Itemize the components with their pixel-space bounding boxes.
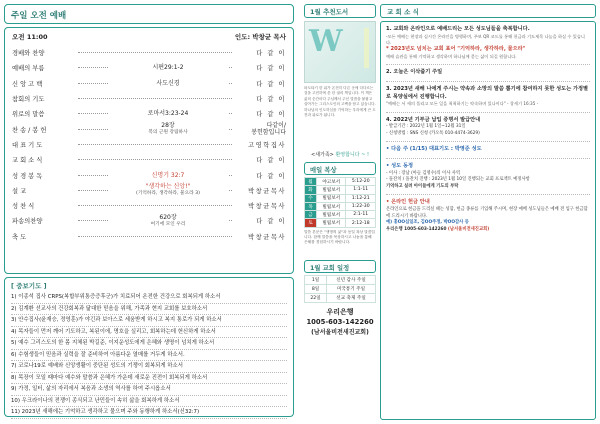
order-row [12, 198, 286, 213]
bible-verse: 5:12-20 [346, 178, 376, 186]
order-item-name: 설 교 [12, 187, 27, 195]
bank-name: 우리은행 [326, 307, 354, 316]
news-item-6-red: 기억하고 실려 아이들에게 기도의 부탁 [386, 183, 459, 189]
order-row [12, 91, 286, 106]
book-column [304, 4, 376, 336]
book-spine [364, 28, 369, 68]
prayer-item: 7) 코로나19로 예배와 신앙생활이 중단된 성도의 기쟁이 회복되게 하소서 [11, 361, 287, 373]
right-page [304, 4, 596, 420]
news-item-1-sub: -모든 예배는 현장과 실시간 온라인을 병행하며, 주보 QR 코드를 통해 헌금과 기도제목 나눔을 하실 수 있습니다. [386, 33, 585, 45]
order-item-detail: 620장 여기에 모인 우리 [108, 214, 228, 228]
news-item-4-sub1: - 발급기간 : 2022년 1월 1일~12월 31일 [386, 124, 466, 130]
bible-row [305, 186, 376, 194]
new-family-tag: <새가족> 환영합니다 ~ ! [311, 152, 369, 158]
divider [386, 112, 590, 113]
order-rows [12, 45, 286, 244]
prayer-item: 6) 수험생들이 믿음과 실력을 잘 준비하여 아름다운 열매를 거두게 하소서. [11, 350, 287, 362]
leader-dots [78, 52, 232, 53]
bible-day: 월 [305, 178, 317, 186]
order-item-detail: 사도신경 [108, 80, 228, 87]
book-description: 파도타기 한 위가 온전히 다른 곳에 다다르는 것을 고민하며 쓴 한 권의 책입니다. 이 책은 삶의 순간마다 주님께서 주신 말씀을 붙잡고 살아가는 그리스도인의 고백을 담고 있습니다. 하나님의 인도하심을 기억하는 우리에게 큰 도전과 위로가 됩니다. [304, 86, 376, 118]
news-item-7-example: 예) 홍OO십일조, 김OO주정, 박OO감사 등 [386, 220, 469, 226]
leader-dots [78, 205, 232, 206]
book-cover-image [304, 21, 376, 83]
schedule-event: 미국통기 주일 [327, 284, 376, 293]
order-row [12, 106, 286, 121]
news-item-7-bank: 우리은행 1005-603-142260 (남서울비전새진교회) [386, 226, 490, 232]
prayer-item: 2) 김계환 선교사의 건강회복과 닮대한 믿음을 위해, 가족과 현지 교회를 보호하소서 [11, 304, 287, 316]
bible-row [305, 178, 376, 186]
bible-verse: 1:22-30 [346, 202, 376, 210]
news-item-3: 3. 2023년 새해 나에게 주시는 약속과 소망의 말씀 뽑기에 참여하지 못한 성도는 가정별로 목양실에서 진행합니다. [386, 86, 589, 100]
schedule-title: 1월 교회 일정 [304, 260, 376, 273]
bible-row [305, 202, 376, 210]
left-page [4, 4, 294, 420]
leader-dots [78, 98, 232, 99]
worship-order [4, 27, 294, 274]
order-item-name: 경배와 찬양 [12, 50, 45, 58]
prayer-item: 8) 목장이 모일 때마다 예수와 말씀과 은혜가 가운데 새로운 진전이 회복되게 하소서 [11, 373, 287, 385]
news-title: 교 회 소 식 [380, 4, 596, 18]
news-item-7: • 온라인 헌금 안내 [386, 199, 430, 206]
order-item-person: 다 같 이 [256, 218, 286, 226]
worship-leader: 인도: 박창균 목사 [234, 33, 286, 41]
leader-dots [78, 144, 232, 145]
bible-book: 야고보서 [317, 178, 346, 186]
schedule-event: 신년 감사 주일 [327, 275, 376, 284]
divider [386, 158, 590, 159]
news-item-6-sub1: - 이사 : 장남 (아들 김영수)의 이사 사역 [386, 170, 461, 176]
bible-day: 토 [305, 219, 317, 227]
news-item-4-sub2: - 신청방법 : SNS 신청 (카오톡 010-4474-3629) [386, 130, 480, 136]
prayer-item: 1) 이종석 집사 CRPS(복합부위통증증후군)가 치료되어 온전한 건강으로 회복되게 하소서 [11, 292, 287, 304]
order-item-name: 신 앙 고 백 [12, 80, 43, 88]
prayer-item: 11) 2023년 새해에는 기억하고 생각하고 물으며 주와 동행하게 하소서(신32:7) [11, 407, 287, 419]
order-item-person: 다 같 이 [256, 80, 286, 88]
order-item-detail: "생각하는 신앙!" (기억하라, 생각하라, 물으라 3) [108, 183, 228, 197]
order-item-detail: 28장 복의 근원 강림하사 [108, 122, 228, 136]
bank-account: 1005-603-142260 [306, 317, 374, 326]
news-item-4: 4. 2022년 기부금 납입 증명서 발급안내 [386, 116, 481, 123]
order-item-name: 위로의 말씀 [12, 111, 45, 119]
order-item-person: 박창균목사 [248, 233, 286, 241]
order-item-person: 박창균목사 [248, 203, 286, 211]
news-item-6: • 성도 동정 [386, 162, 413, 169]
order-row [12, 76, 286, 91]
news-item-2: 2. 오늘은 이삭줍기 주일 [386, 69, 443, 76]
order-row [12, 60, 286, 75]
order-item-person: 다 같 이 [256, 111, 286, 119]
order-item-person: 다 같 이 [256, 96, 286, 104]
schedule-row [305, 284, 376, 293]
news-item-1: 1. 교회와 온라인으로 예배드리는 모든 성도님들을 축복합니다. [386, 26, 530, 32]
news-item-1-motto: * 2023년도 넘치는 교회 표어 "기억하라, 생각하라, 물으라" [386, 46, 526, 53]
divider [386, 194, 590, 195]
order-item-name: 파송의찬양 [12, 218, 43, 226]
bible-row [305, 211, 376, 219]
order-row [12, 137, 286, 152]
news-item-7-sub: 온라인으로 헌금을 드리실 때는 성함, 헌금 종류를 기입해 주시며, 현장 예배 성도님들은 예배 전 입구 헌금함에 드리시기 바랍니다. [386, 206, 588, 219]
order-item-person: 다 같 이 [256, 65, 286, 73]
schedule-event: 선교 축제 주일 [327, 293, 376, 302]
schedule-date: 1일 [305, 275, 327, 284]
bank-info [304, 307, 376, 336]
order-item-name: 대 표 기 도 [12, 141, 43, 149]
order-row [12, 167, 286, 182]
bible-verse: 2:1-11 [346, 211, 376, 219]
order-row [12, 121, 286, 136]
news-item-1-motto-sub: 예배 습관을 통해 기억하고 생각하며 하나님께 묻는 삶이 되길 원합니다. [386, 54, 517, 59]
bible-verse: 2:12-18 [346, 219, 376, 227]
leader-dots [78, 236, 232, 237]
prayer-box [4, 277, 294, 417]
bible-book: 빌립보서 [317, 219, 346, 227]
bible-row [305, 219, 376, 227]
divider [386, 141, 590, 142]
order-item-name: 참회의 기도 [12, 96, 45, 104]
divider [386, 64, 590, 65]
bible-book: 빌립보서 [317, 202, 346, 210]
bible-verse: 1:12-21 [346, 194, 376, 202]
divider [386, 81, 590, 82]
order-row [12, 152, 286, 167]
order-item-name: 찬 송 / 봉 헌 [12, 126, 47, 134]
prayer-item: 10) 우크라이나의 전쟁이 종식되고 난민들이 속히 삶을 회복하게 하소서 [11, 396, 287, 408]
prayer-title: [ 중보기도 ] [11, 282, 47, 290]
order-row [12, 45, 286, 60]
bible-verse: 1:1-11 [346, 186, 376, 194]
news-item-6-sub2: - 돌잔치 / 돌잔치 진행 : 2023년 1월 10일 진행되는 교회 프로젝트 예정사항 [386, 177, 530, 183]
book-cover-mark: W [309, 24, 337, 59]
worship-time: 오전 11:00 [12, 33, 48, 41]
bible-book: 빌립보서 [317, 194, 346, 202]
order-item-name: 성 찬 식 [12, 203, 35, 211]
news-item-3-sub: "예배는 서 세의 풀리고 모든 일을 척척하기는 약속하며 있나이다" - 창세기 16:35 - [386, 101, 539, 107]
order-item-name: 예배의 부름 [12, 65, 45, 73]
schedule-table [304, 275, 376, 303]
order-item-person: 박창균목사 [248, 187, 286, 195]
bible-book: 빌립보서 [317, 211, 346, 219]
order-item-person: 다 같 이 [256, 172, 286, 180]
order-item-detail: 신명기 32:7 [108, 172, 228, 179]
bible-day: 화 [305, 186, 317, 194]
bible-day: 목 [305, 202, 317, 210]
order-row [12, 213, 286, 228]
prayer-item: 5) 예수 그리스도의 한 몸 지체된 박길준, 이지운성도에게 은혜와 생명이 넘치게 하소서 [11, 338, 287, 350]
worship-header [12, 32, 286, 41]
news-item-5: • 다음 주 (1/15) 대표기도 : 박영준 성도 [386, 146, 482, 153]
prayer-item: 4) 목자들이 먼저 깨어 기도하고, 복된이에, 명호을 실리고, 회복하는데 헌신하게 하소서 [11, 327, 287, 339]
prayer-item: 3) 안수집사(윤재승, 정영훈)가 야긴과 보아스로 세움받게 하시고 복지 통로가 되게 하소서 [11, 315, 287, 327]
book-title: 1월 추천도서 [304, 4, 376, 18]
schedule-date: 22일 [305, 293, 327, 302]
order-item-person: 다같이/ 봉헌함입니다 [251, 122, 286, 137]
prayer-item: 9) 가정, 일터, 삶의 자리에서 복음과 소생의 역사를 하여 주시옵소서 [11, 384, 287, 396]
prayer-list [11, 292, 287, 419]
order-item-detail: 시편29:1-2 [108, 64, 228, 71]
order-item-person: 고영학집사 [248, 141, 286, 149]
order-item-name: 성 경 봉 독 [12, 172, 43, 180]
bible-day: 수 [305, 194, 317, 202]
leader-dots [78, 159, 232, 160]
bible-table [304, 177, 376, 228]
order-row [12, 229, 286, 244]
bible-title: 매일 복상 [304, 162, 376, 175]
bank-holder: (남서울비전새진교회) [311, 328, 369, 336]
order-row [12, 183, 286, 198]
bible-day: 금 [305, 211, 317, 219]
schedule-date: 8일 [305, 284, 327, 293]
bible-row [305, 194, 376, 202]
order-item-detail: 로마서3:23-24 [108, 110, 228, 117]
bible-book: 빌립보서 [317, 186, 346, 194]
news-column [380, 4, 596, 420]
schedule-row [305, 293, 376, 302]
order-item-person: 다 같 이 [256, 157, 286, 165]
news-body [380, 21, 596, 420]
bible-note: 말씀 본문은 "생명의 삶"과 동일 복상 말씀입니다. 함께 말씀을 묵상하시고 나눔을 통해 은혜를 경험하시기 바랍니다. [304, 229, 375, 245]
order-item-name: 축 도 [12, 233, 27, 241]
schedule-row [305, 275, 376, 284]
worship-title: 주일 오전 예배 [4, 4, 294, 24]
order-item-person: 다 같 이 [256, 50, 286, 58]
order-item-name: 교 회 소 식 [12, 157, 43, 165]
